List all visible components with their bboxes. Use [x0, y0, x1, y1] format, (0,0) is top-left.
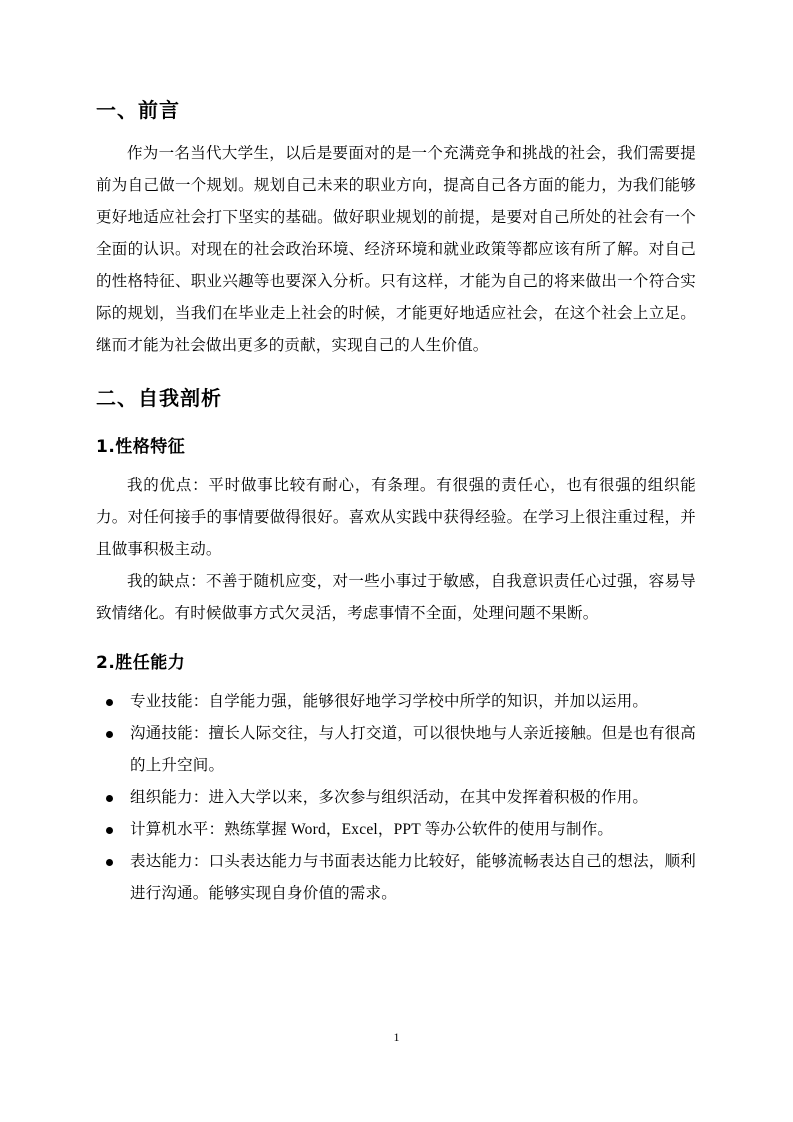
spacer [96, 630, 696, 652]
list-item [96, 686, 696, 718]
bullet-dot-icon [106, 827, 113, 834]
bullet-dot-icon [106, 699, 113, 706]
list-item [96, 846, 696, 910]
section-heading-self-analysis: 二、自我剖析 [96, 386, 222, 410]
list-item [96, 782, 696, 814]
subsection-heading-personality: 1.性格特征 [96, 437, 186, 457]
list-item-text: 沟通技能：擅长人际交往，与人打交道，可以很快地与人亲近接触。但是也有很高的上升空间。 [130, 724, 696, 774]
list-item [96, 718, 696, 782]
subsection-heading-competency: 2.胜任能力 [96, 652, 186, 673]
list-item-text: 计算机水平：熟练掌握 Word，Excel，PPT 等办公软件的使用与制作。 [130, 820, 614, 838]
spacer [96, 362, 696, 384]
paragraph-preface-1: 作为一名当代大学生，以后是要面对的是一个充满竞争和挑战的社会，我们需要提前为自己做一个规划。规划自己未来的职业方向，提高自己各方面的能力，为我们能够更好地适应社会打下坚实的基础。做好职业规划的前提，是要对自己所处的社会有一个全面的认识。对现在的社会政治环境、经济环境和就业政策等都应该有所了解。对自己的性格特征、职业兴趣等也要深入分析。只有这样，才能为自己的将来做出一个符合实际的规划，当我们在毕业走上社会的时候，才能更好地适应社会，在这个社会上立足。继而才能为社会做出更多的贡献，实现自己的人生价值。 [96, 145, 696, 354]
competency-list [96, 686, 696, 910]
list-item-text: 表达能力：口头表达能力与书面表达能力比较好，能够流畅表达自己的想法，顺利进行沟通。能够实现自身价值的需求。 [130, 852, 696, 902]
document-body [96, 96, 696, 910]
bullet-dot-icon [106, 859, 113, 866]
bullet-dot-icon [106, 795, 113, 802]
spacer [96, 426, 696, 436]
list-item-text: 组织能力：进入大学以来，多次参与组织活动，在其中发挥着积极的作用。 [130, 788, 649, 806]
bullet-dot-icon [106, 731, 113, 738]
paragraph-strengths: 我的优点：平时做事比较有耐心，有条理。有很强的责任心，也有很强的组织能力。对任何接手的事情要做得很好。喜欢从实践中获得经验。在学习上很注重过程，并且做事积极主动。 [96, 476, 696, 558]
list-item [96, 814, 696, 846]
list-item-text: 专业技能：自学能力强，能够很好地学习学校中所学的知识，并加以运用。 [130, 692, 649, 710]
section-heading-preface: 一、前言 [96, 98, 180, 122]
page-number: 1 [393, 1030, 400, 1044]
paragraph-weaknesses: 我的缺点：不善于随机应变，对一些小事过于敏感，自我意识责任心过强，容易导致情绪化。有时候做事方式欠灵活，考虑事情不全面，处理问题不果断。 [96, 572, 696, 622]
